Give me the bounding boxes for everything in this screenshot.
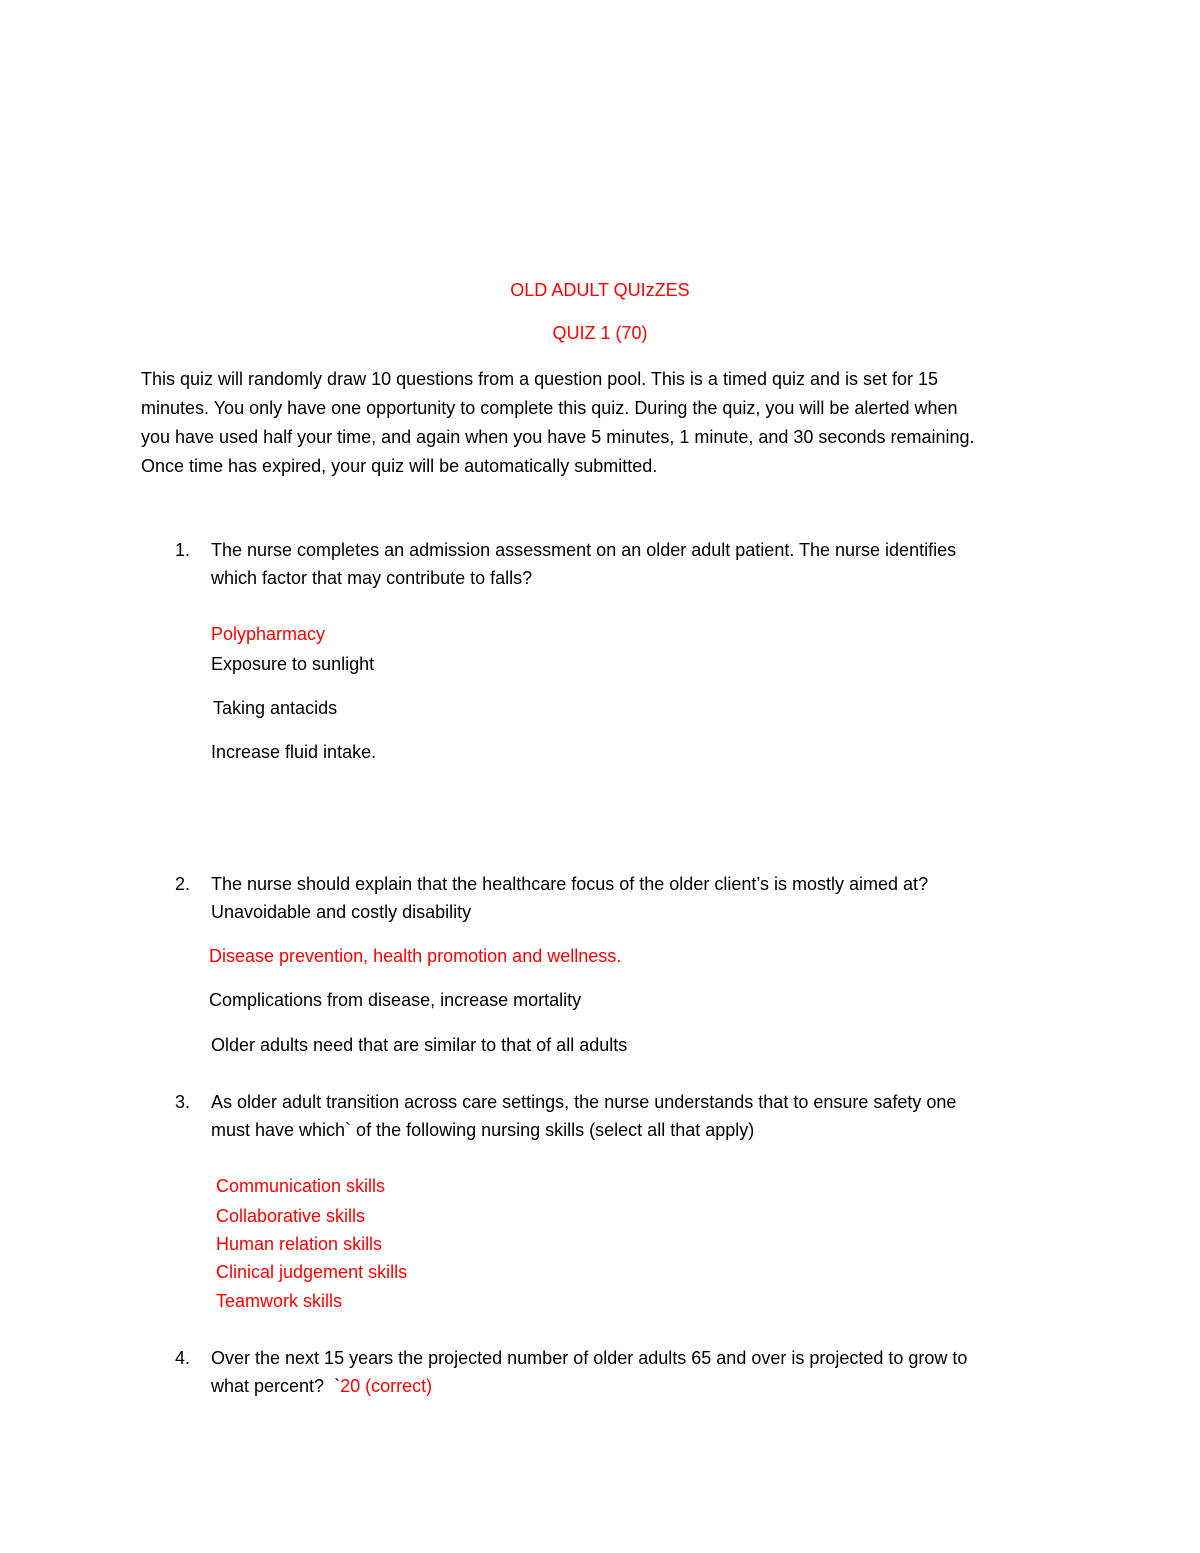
question-text: The nurse should explain that the healthcare focus of the older client’s is mostly aimed at? [211,874,929,894]
question-text: what percent? ` [211,1376,341,1396]
instruction-line: minutes. You only have one opportunity to complete this quiz. During the quiz, you will be alerted when [141,398,958,418]
question-text: which factor that may contribute to falls? [211,568,533,588]
question-number: 2. [175,874,191,894]
answer-option-correct: Disease prevention, health promotion and wellness. [209,946,622,966]
answer-option-correct: Human relation skills [216,1234,383,1254]
question-number: 3. [175,1092,191,1112]
answer-option: Increase fluid intake. [211,742,377,762]
question-number: 1. [175,540,191,560]
answer-option: Complications from disease, increase mortality [209,990,582,1010]
instruction-line: This quiz will randomly draw 10 questions from a question pool. This is a timed quiz and is set for 15 [141,369,939,389]
answer-option-correct: Collaborative skills [216,1206,366,1226]
inline-answer-correct: 20 (correct) [340,1376,433,1396]
question-number: 4. [175,1348,191,1368]
quiz-instructions [141,365,1061,481]
answer-option-correct: Polypharmacy [211,624,326,644]
answer-option: Older adults need that are similar to that of all adults [211,1035,628,1055]
question-text: must have which` of the following nursing skills (select all that apply) [211,1120,755,1140]
answer-option: Taking antacids [213,698,338,718]
answer-option-correct: Teamwork skills [216,1291,343,1311]
document-title: OLD ADULT QUIzZES [510,280,690,300]
instruction-line: you have used half your time, and again when you have 5 minutes, 1 minute, and 30 seconds remaining. [141,427,975,447]
question-text: Over the next 15 years the projected number of older adults 65 and over is projected to grow to [211,1348,968,1368]
answer-option: Unavoidable and costly disability [211,902,472,922]
answer-option-correct: Clinical judgement skills [216,1262,408,1282]
question-text-with-answer [211,1375,432,1397]
instruction-line: Once time has expired, your quiz will be automatically submitted. [141,456,658,476]
answer-option: Exposure to sunlight [211,654,375,674]
question-text: The nurse completes an admission assessment on an older adult patient. The nurse identifies [211,540,957,560]
quiz-subtitle: QUIZ 1 (70) [552,323,648,343]
question-text: As older adult transition across care settings, the nurse understands that to ensure safety one [211,1092,957,1112]
answer-option-correct: Communication skills [216,1176,386,1196]
